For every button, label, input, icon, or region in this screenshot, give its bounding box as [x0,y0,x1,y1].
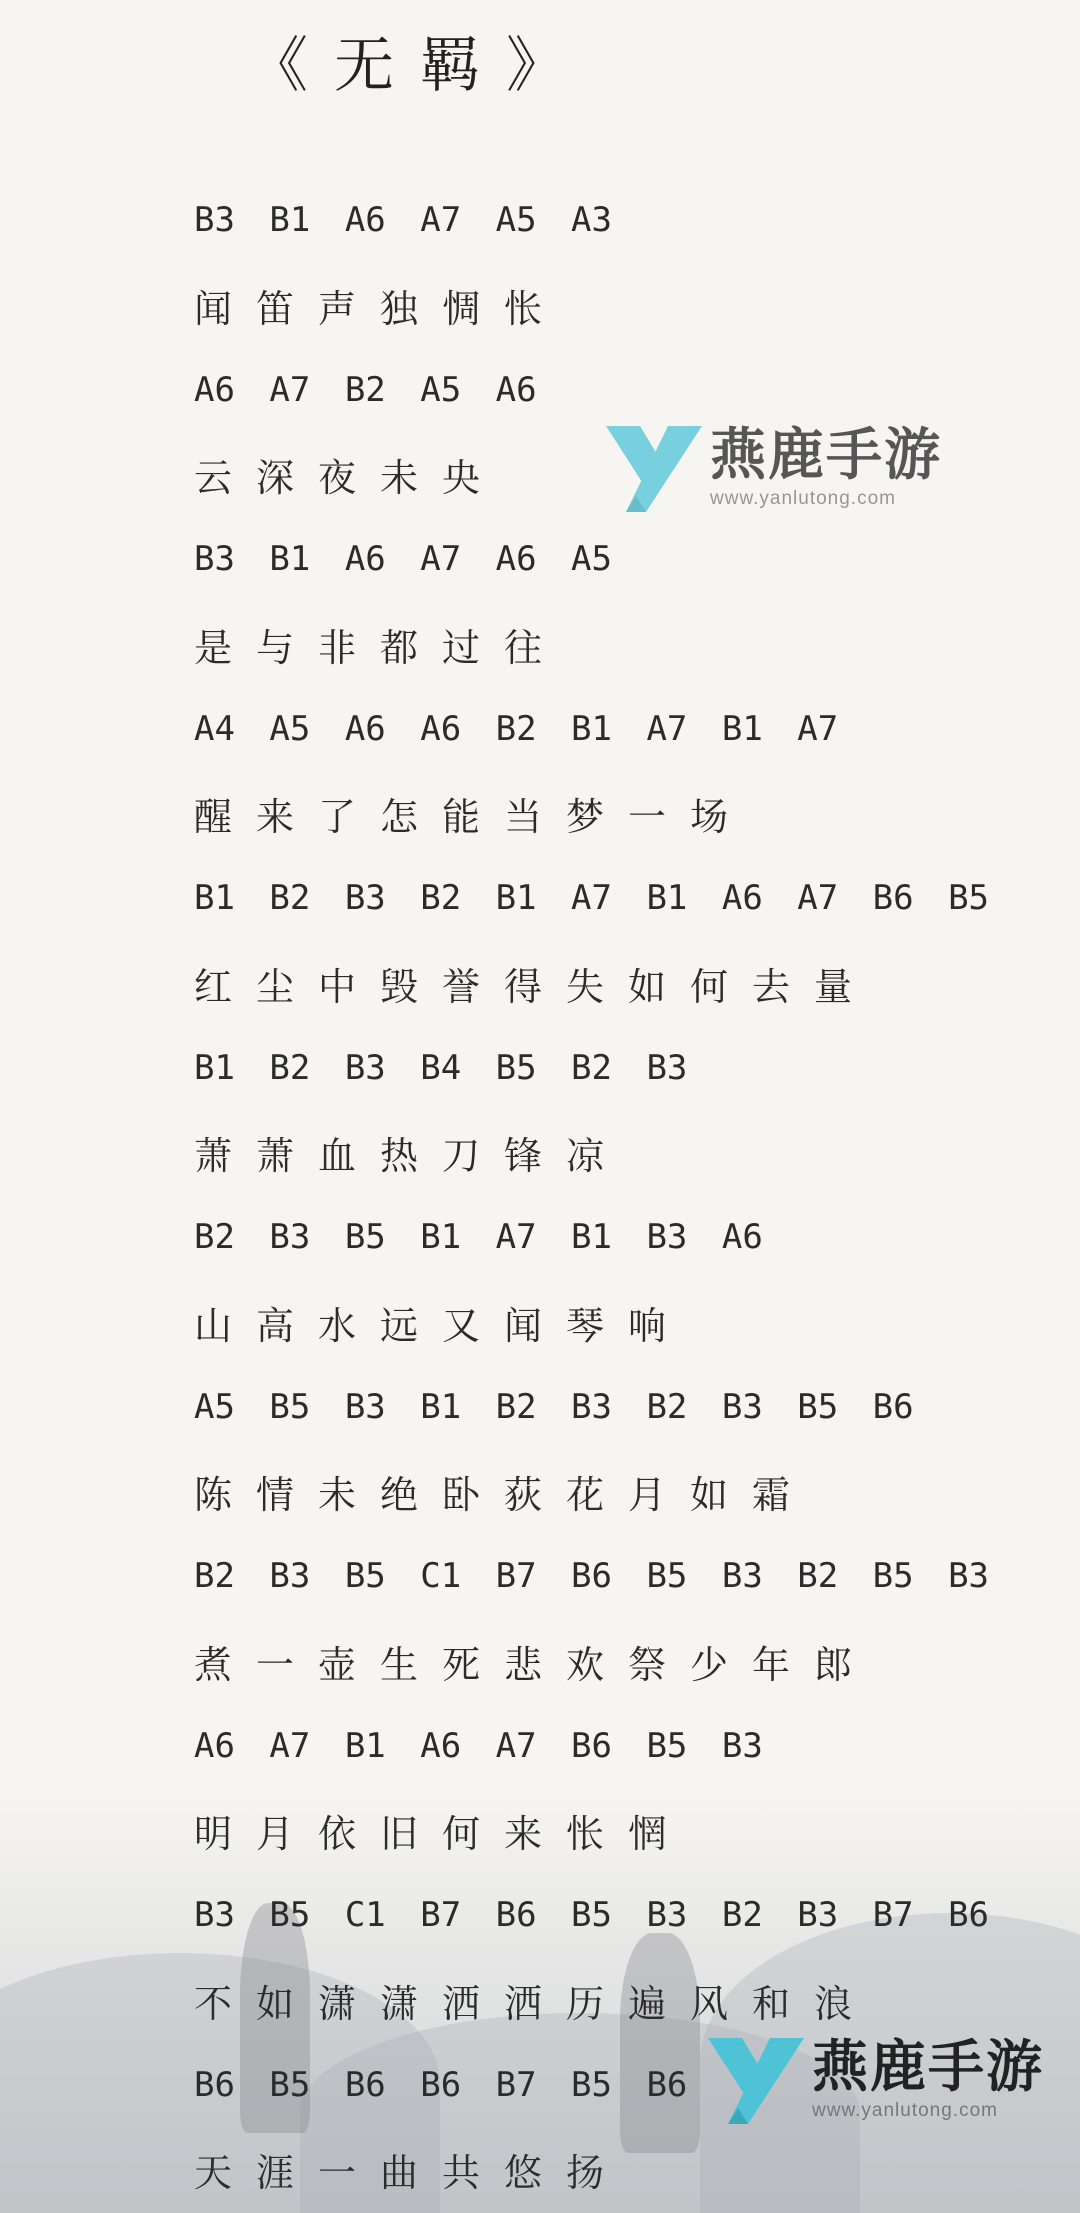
notes-line: A5 B5 B3 B1 B2 B3 B2 B3 B5 B6 [194,1386,914,1427]
lyric-line: 天涯一曲共悠扬 [194,2151,629,2196]
lyric-line: 不如潇潇洒洒历遍风和浪 [194,1981,877,2026]
watermark-url: www.yanlutong.com [710,488,896,509]
notes-line: A6 A7 B2 A5 A6 [194,369,537,410]
notes-line: B3 B1 A6 A7 A5 A3 [194,200,612,241]
lyric-line: 红尘中毁誉得失如何去量 [194,964,877,1009]
lyric-line: 闻笛声独惆怅 [194,286,567,331]
notes-line: B2 B3 B5 C1 B7 B6 B5 B3 B2 B5 B3 [194,1556,990,1597]
notes-line: B3 B5 C1 B7 B6 B5 B3 B2 B3 B7 B6 [194,1895,990,1936]
lyric-line: 明月依旧何来怅惘 [194,1812,691,1857]
lyric-line: 萧萧血热刀锋凉 [194,1134,629,1179]
watermark [606,423,942,512]
watermark-text [812,2035,1044,2122]
watermark [708,2035,1044,2124]
notes-line: B1 B2 B3 B4 B5 B2 B3 [194,1047,688,1088]
watermark-name: 燕鹿手游 [812,2035,1044,2100]
watermark-logo-icon [606,426,702,512]
notes-line: B1 B2 B3 B2 B1 A7 B1 A6 A7 B6 B5 [194,878,990,919]
watermark-logo-icon [708,2038,804,2124]
notes-line: B2 B3 B5 B1 A7 B1 B3 A6 [194,1217,763,1258]
notes-line: B3 B1 A6 A7 A6 A5 [194,539,612,580]
page-title: 《无羁》 [248,31,592,101]
lyric-line: 云深夜未央 [194,456,505,501]
watermark-url: www.yanlutong.com [812,2100,998,2121]
lyric-line: 是与非都过往 [194,625,567,670]
watermark-text [710,423,942,510]
notes-line: A4 A5 A6 A6 B2 B1 A7 B1 A7 [194,708,839,749]
notes-line: A6 A7 B1 A6 A7 B6 B5 B3 [194,1725,763,1766]
lyric-line: 醒来了怎能当梦一场 [194,795,753,840]
lyric-line: 山高水远又闻琴响 [194,1303,691,1348]
notes-line: B6 B5 B6 B6 B7 B5 B6 [194,2064,688,2105]
lyric-line: 陈情未绝卧荻花月如霜 [194,1473,815,1518]
watermark-name: 燕鹿手游 [710,423,942,488]
lyric-line: 煮一壶生死悲欢祭少年郎 [194,1642,877,1687]
